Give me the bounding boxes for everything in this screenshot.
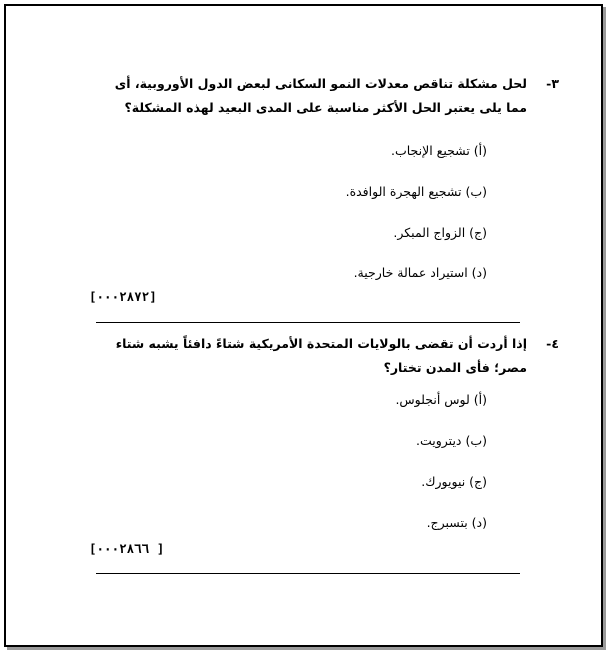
- question-3-option-d[interactable]: (د) استيراد عمالة خارجية.: [353, 265, 487, 280]
- question-3-option-c[interactable]: (ج) الزواج المبكر.: [393, 225, 487, 240]
- question-3: [107, 72, 559, 120]
- question-4-code: [٠٠٠٢٨٦٦ ]: [89, 541, 165, 556]
- divider: [96, 322, 520, 323]
- question-4: [107, 332, 559, 380]
- question-3-number: ٣-: [546, 76, 559, 91]
- question-4-option-d[interactable]: (د) بتسبرج.: [426, 515, 487, 530]
- question-3-option-b[interactable]: (ب) تشجيع الهجرة الوافدة.: [345, 184, 487, 199]
- question-3-text: لحل مشكلة تناقص معدلات النمو السكانى لبعض الدول الأوروبية، أى مما يلى يعتبر الحل الأكثر مناسبة على المدى البعيد لهذه المشكلة؟: [114, 76, 527, 115]
- question-4-text: إذا أردت أن تقضى بالولايات المتحدة الأمريكية شتاءً دافئاً يشبه شتاء مصر؛ فأى المدن تختار؟: [115, 336, 527, 375]
- question-3-code: [٠٠٠٢٨٧٢]: [89, 289, 157, 304]
- divider: [96, 573, 520, 574]
- question-4-option-b[interactable]: (ب) ديترويت.: [416, 433, 487, 448]
- question-3-option-a[interactable]: (أ) تشجيع الإنجاب.: [391, 143, 487, 158]
- question-4-option-a[interactable]: (أ) لوس أنجلوس.: [395, 392, 487, 407]
- question-4-number: ٤-: [546, 336, 559, 351]
- question-4-option-c[interactable]: (ج) نيويورك.: [421, 474, 487, 489]
